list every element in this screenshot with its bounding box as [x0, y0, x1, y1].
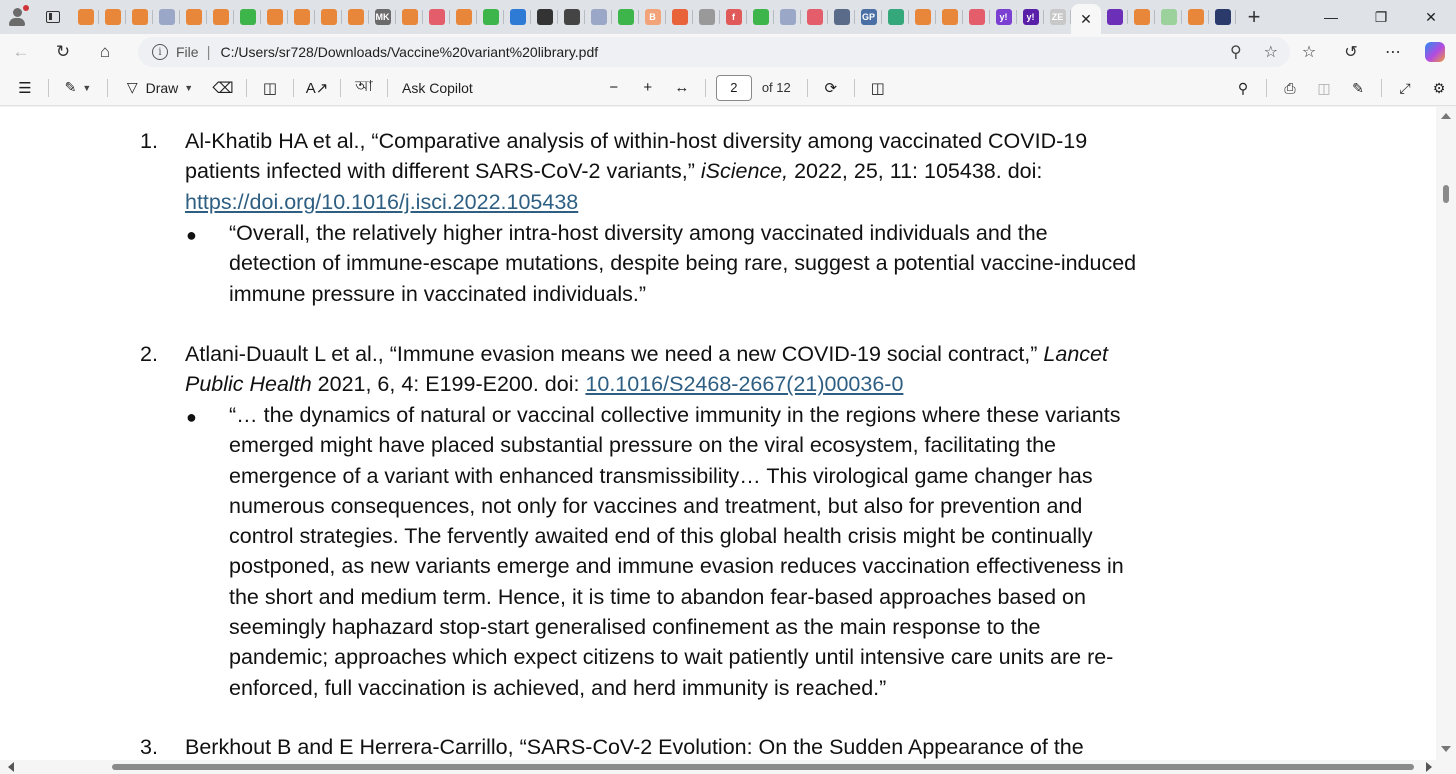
history-icon[interactable]: ↺ [1344, 44, 1358, 61]
close-tab-icon[interactable]: ✕ [1080, 10, 1092, 27]
reference-citation [185, 339, 1245, 400]
scroll-right-icon[interactable] [1426, 762, 1432, 772]
ask-copilot-button[interactable]: Ask Copilot [402, 79, 473, 96]
quote-line: detection of immune-escape mutations, despite being rare, suggest a potential vaccine-induced [229, 251, 1137, 276]
address-field[interactable] [138, 37, 1290, 67]
page-icon [780, 9, 796, 25]
page-number-input[interactable]: 2 [716, 75, 752, 101]
quote-line: numerous consequences, not only for vaccines and treatment, but also for prevention and [229, 493, 1083, 518]
bullet-icon: ● [186, 225, 197, 245]
browser-tab[interactable] [639, 0, 666, 34]
quote-line: the short and medium term. Hence, it is time to abandon fear-based approaches based on [229, 584, 1086, 609]
video-icon [429, 9, 445, 25]
e-icon [672, 9, 688, 25]
fit-width-icon[interactable]: ↔ [674, 79, 690, 96]
owl-icon [888, 9, 904, 25]
browser-tab[interactable] [585, 0, 612, 34]
draw-button[interactable]: ▽ Draw ▼ [126, 79, 194, 96]
browser-tab[interactable] [531, 0, 558, 34]
browser-tab[interactable] [315, 0, 342, 34]
browser-tab[interactable] [666, 0, 693, 34]
browser-tab[interactable] [288, 0, 315, 34]
add-text-icon[interactable]: ◫ [262, 79, 278, 97]
bookmark-icon [294, 9, 310, 25]
quote-line: seemingly haphazard stop-start generalised confinement as the main response to the [229, 615, 1041, 640]
browser-tab[interactable] [396, 0, 423, 34]
bookmark-icon [942, 9, 958, 25]
read-aloud-icon[interactable]: A↗ [305, 79, 329, 97]
url-path[interactable]: C:/Users/sr728/Downloads/Vaccine%20variant%20library.pdf [220, 44, 599, 60]
browser-tab[interactable] [612, 0, 639, 34]
citation-line: Al-Khatib HA et al., “Comparative analysis of within-host diversity among vaccinated COVID-19 [185, 129, 1088, 153]
page-view-icon[interactable]: ◫ [870, 79, 885, 97]
browser-tab[interactable] [423, 0, 450, 34]
tab-actions-menu-icon[interactable] [34, 0, 72, 34]
reference-number: 3. [140, 735, 158, 759]
pen-icon: ▽ [126, 79, 138, 95]
browser-tab[interactable] [747, 0, 774, 34]
refresh-icon[interactable]: ↻ [55, 42, 71, 61]
page-total-label: of 12 [761, 80, 791, 95]
tab-strip [0, 0, 1456, 34]
minimize-icon[interactable]: — [1324, 9, 1338, 25]
window-controls [1306, 0, 1456, 34]
restore-icon[interactable]: ❐ [1374, 8, 1388, 25]
mail-icon [1107, 9, 1123, 25]
back-icon[interactable]: ← [12, 42, 30, 61]
f-icon: f [726, 9, 742, 25]
save-icon[interactable]: ◫ [1317, 79, 1331, 96]
quote-line: “… the dynamics of natural or vaccinal collective immunity in the regions where these variants [229, 403, 1121, 427]
tab-list [72, 0, 1071, 34]
quote-line: pandemic; approaches which expect citizens to wait patiently until intensive care units are re- [229, 645, 1114, 670]
browser-tab[interactable] [369, 0, 396, 34]
gp-icon: GP [861, 9, 877, 25]
quote-line: control strategies. The fervently awaited end of this global health crisis might be continually [229, 524, 1093, 549]
quote-line: postponed, as new variants emerge and immune evasion reduces vaccination effectiveness in [229, 554, 1124, 579]
site-info-icon[interactable]: i [152, 44, 168, 60]
fullscreen-icon[interactable]: ⤢ [1399, 79, 1411, 96]
yahoo-icon: y! [1023, 9, 1039, 25]
settings-gear-icon[interactable]: ⚙ [1432, 79, 1446, 96]
page-icon [159, 9, 175, 25]
browser-tab[interactable] [1155, 0, 1182, 34]
bookmark-icon [1134, 9, 1150, 25]
browser-tab[interactable] [882, 0, 909, 34]
vertical-scroll-thumb[interactable] [1443, 185, 1449, 203]
highlight-button[interactable]: ✎ ▼ [64, 79, 92, 95]
citation-line [185, 339, 1245, 369]
profile-avatar-icon[interactable] [0, 0, 34, 34]
zoom-out-icon[interactable]: − [609, 79, 619, 96]
translate-icon[interactable]: আ [355, 78, 373, 95]
search-icon[interactable]: ⚲ [1237, 79, 1249, 96]
b-icon: B [645, 9, 661, 25]
page-icon [591, 9, 607, 25]
scroll-left-icon[interactable] [8, 762, 14, 772]
home-icon[interactable]: ⌂ [99, 42, 111, 61]
browser-tab[interactable] [963, 0, 990, 34]
browser-tab[interactable] [153, 0, 180, 34]
browser-tab[interactable] [207, 0, 234, 34]
browser-tab[interactable] [1044, 0, 1071, 34]
browser-tab[interactable] [1017, 0, 1044, 34]
browser-tab[interactable] [1101, 0, 1128, 34]
news-icon [1215, 9, 1231, 25]
pdf-viewer [0, 107, 1456, 774]
browser-tab[interactable] [990, 0, 1017, 34]
copilot-icon[interactable] [1414, 34, 1456, 70]
reference-quote [229, 218, 1239, 309]
bookmark-icon [213, 9, 229, 25]
citation-text: Atlani-Duault L et al., “Immune evasion means we need a new COVID-19 social contract,” [185, 342, 1044, 366]
bookmark-icon [186, 9, 202, 25]
browser-tab[interactable] [1209, 0, 1236, 34]
highlighter-icon: ✎ [64, 79, 77, 95]
journal-name: iScience, [700, 159, 789, 184]
reference-citation [185, 126, 1245, 217]
browser-tab[interactable] [126, 0, 153, 34]
pdf-toolbar [0, 70, 1456, 106]
table-of-contents-icon[interactable]: ☰ [18, 79, 32, 97]
quote-line: “Overall, the relatively higher intra-host diversity among vaccinated individuals and the [229, 221, 1048, 245]
quote-line: immune pressure in vaccinated individuals.” [229, 281, 647, 306]
reference-citation: Berkhout B and E Herrera-Carrillo, “SARS-CoV-2 Evolution: On the Sudden Appearance of the [185, 735, 1084, 759]
pdf-page [0, 107, 1436, 774]
video-icon [969, 9, 985, 25]
bullet-icon: ● [186, 407, 197, 427]
browser-tab[interactable] [234, 0, 261, 34]
slash-icon [537, 9, 553, 25]
scroll-down-icon[interactable] [1441, 746, 1451, 752]
browser-tab[interactable] [801, 0, 828, 34]
video-icon [807, 9, 823, 25]
scroll-up-icon[interactable] [1441, 113, 1451, 119]
browser-tab[interactable] [828, 0, 855, 34]
more-menu-icon[interactable]: ⋯ [1385, 44, 1401, 61]
citation-details: 2022, 25, 11: 105438. doi: [788, 159, 1043, 184]
bookmark-icon [348, 9, 364, 25]
print-icon[interactable]: ⎙ [1284, 79, 1296, 96]
active-tab[interactable] [1071, 4, 1101, 34]
browser-tab[interactable] [180, 0, 207, 34]
bookmark-icon [915, 9, 931, 25]
quote-line: enforced, full vaccination is achieved, and herd immunity is reached.” [229, 675, 887, 700]
save-as-icon[interactable]: ✎ [1352, 79, 1364, 96]
browser-tab[interactable] [693, 0, 720, 34]
bookmark-icon [78, 9, 94, 25]
bookmark-icon [267, 9, 283, 25]
browser-tab[interactable] [855, 0, 882, 34]
bookmark-icon [456, 9, 472, 25]
browser-tab[interactable] [477, 0, 504, 34]
journal-name: Lancet [1043, 342, 1108, 366]
tab-list-after [1101, 0, 1236, 34]
citation-line [185, 369, 1245, 399]
url-separator: | [206, 43, 211, 61]
globe-icon [1161, 9, 1177, 25]
doi-link[interactable]: https://doi.org/10.1016/j.isci.2022.105438 [185, 189, 579, 214]
horizontal-scroll-thumb[interactable] [112, 764, 1414, 770]
ze-icon: ZE [1050, 9, 1066, 25]
browser-tab[interactable] [72, 0, 99, 34]
play-icon [618, 9, 634, 25]
play-icon [753, 9, 769, 25]
browser-tab[interactable] [936, 0, 963, 34]
draw-label: Draw [145, 79, 179, 96]
browser-tab[interactable] [1182, 0, 1209, 34]
bookmark-icon [105, 9, 121, 25]
quote-line: emerged might have placed substantial pressure on the viral ecosystem, facilitating the [229, 433, 1056, 458]
reference-number: 2. [140, 342, 158, 366]
bookmark-icon [402, 9, 418, 25]
browser-tab[interactable] [261, 0, 288, 34]
bird-icon [699, 9, 715, 25]
reference-number: 1. [140, 129, 158, 153]
citation-text: patients infected with different SARS-CoV-2 variants,” [185, 159, 695, 184]
close-window-icon[interactable]: ✕ [1425, 8, 1437, 25]
browser-tab[interactable] [774, 0, 801, 34]
url-scheme-label: File [176, 44, 199, 60]
search-icon [510, 9, 526, 25]
zoom-icon[interactable]: ⚲ [1229, 44, 1242, 61]
browser-tab[interactable] [909, 0, 936, 34]
play-icon [483, 9, 499, 25]
favorites-list-icon[interactable]: ☆ [1301, 44, 1317, 61]
citation-line [185, 156, 1245, 186]
quote-line: emergence of a variant with enhanced transmissibility… This virological game changer has [229, 463, 1093, 488]
favorite-star-icon[interactable]: ☆ [1263, 44, 1278, 61]
browser-tab[interactable] [720, 0, 747, 34]
diamond-icon [564, 9, 580, 25]
yahoo-icon: y! [996, 9, 1012, 25]
bookmark-icon [132, 9, 148, 25]
rotate-icon[interactable]: ⟳ [824, 79, 838, 97]
browser-tab[interactable] [450, 0, 477, 34]
new-tab-button[interactable]: + [1247, 4, 1261, 29]
play-icon [240, 9, 256, 25]
browser-tab[interactable] [558, 0, 585, 34]
news-icon [834, 9, 850, 25]
browser-tab[interactable] [99, 0, 126, 34]
browser-tab[interactable] [1128, 0, 1155, 34]
address-bar-row [0, 34, 1456, 70]
bookmark-icon [321, 9, 337, 25]
zoom-in-icon[interactable]: + [643, 79, 653, 96]
mk-icon: MK [375, 9, 391, 25]
browser-tab[interactable] [342, 0, 369, 34]
bookmark-icon [1188, 9, 1204, 25]
doi-link[interactable]: 10.1016/S2468-2667(21)00036-0 [585, 372, 904, 397]
vertical-scrollbar[interactable] [1436, 107, 1456, 774]
eraser-icon[interactable]: ⌫ [212, 79, 234, 97]
reference-quote [229, 400, 1239, 703]
browser-tab[interactable] [504, 0, 531, 34]
horizontal-scrollbar[interactable] [0, 760, 1456, 774]
journal-name: Public Health [185, 372, 312, 397]
citation-details: 2021, 6, 4: E199-E200. doi: [311, 372, 586, 397]
